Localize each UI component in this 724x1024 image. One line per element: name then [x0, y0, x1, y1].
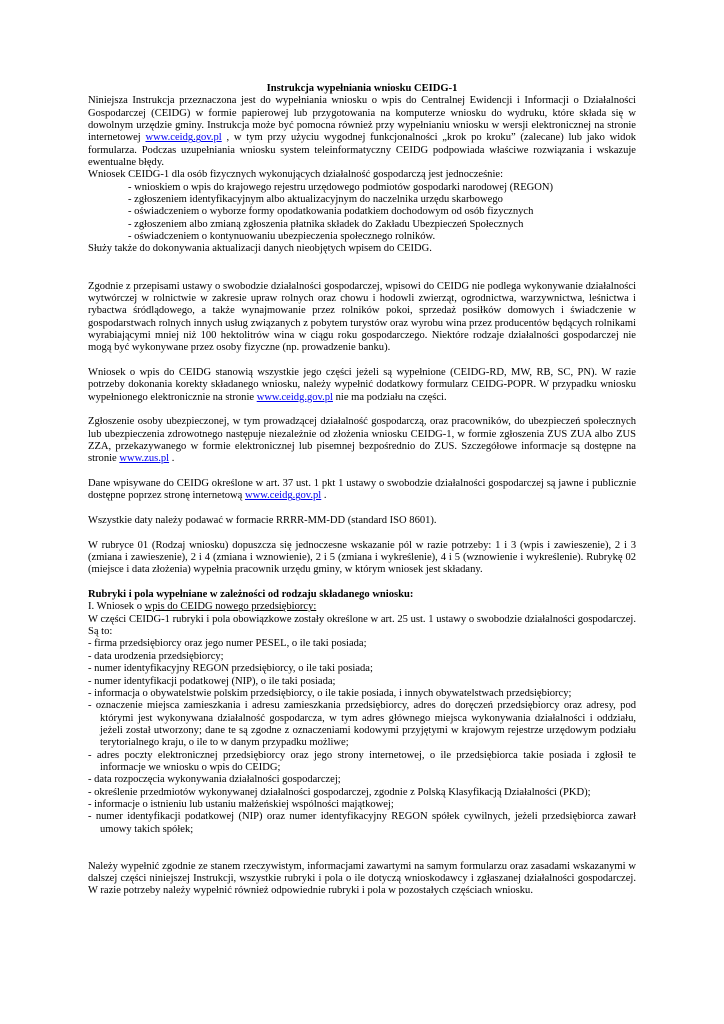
closing-paragraph: Należy wypełnić zgodnie ze stanem rzeczywistym, informacjami zawartymi na samym formularzu oraz zasadami wskazanymi w dalszej części niniejszej Instrukcji, wszystkie rubryki i pola o ile dotyczą wnioskodawcy i zgłaszanej działalności gospodarczej. W razie potrzeby należy wypełnić również odpowiednie rubryki i pola w pozostałych częściach wniosku.	[88, 860, 636, 897]
list-item: - data rozpoczęcia wykonywania działalności gospodarczej;	[88, 774, 341, 786]
zus-text-before: Zgłoszenie osoby ubezpieczonej, w tym prowadzącej działalność gospodarczą, oraz pracowników, do ubezpieczeń społecznych lub ubezpieczenia zdrowotnego następuje niezależnie od złożenia wniosku CEIDG-1, w formie zgłoszenia ZUS ZUA albo ZUS ZZA, przekazywanego w formie elektronicznej lub pisemnej bezpośrednio do ZUS. Szczegółowe informacje są dostępne na stronie	[88, 416, 636, 465]
ceidg-link[interactable]: www.ceidg.gov.pl	[244, 490, 322, 502]
filed-with-list	[88, 182, 636, 244]
also-serves-text: Służy także do dokonywania aktualizacji danych nieobjętych wpisem do CEIDG.	[88, 243, 432, 255]
intro-paragraph	[88, 95, 636, 169]
list-item: - oświadczeniem o wyborze formy opodatkowania podatkiem dochodowym od osób fizycznych	[128, 206, 534, 218]
parts-paragraph	[88, 367, 636, 404]
section-subheading-underlined: wpis do CEIDG nowego przedsiębiorcy:	[144, 601, 317, 613]
list-item: - numer identyfikacji podatkowej (NIP), o ile taki posiada;	[88, 675, 336, 687]
date-format-paragraph: Wszystkie daty należy podawać w formacie RRRR-MM-DD (standard ISO 8601).	[88, 515, 437, 527]
required-fields-list	[88, 638, 636, 836]
list-item: - firma przedsiębiorcy oraz jego numer PESEL, o ile taki posiada;	[88, 638, 367, 650]
list-item: - informacja o obywatelstwie polskim przedsiębiorcy, o ile takie posiada, i innych obywatelstwach przedsiębiorcy;	[88, 687, 572, 699]
section-heading: Rubryki i pola wypełniane w zależności od rodzaju składanego wniosku:	[88, 589, 414, 601]
list-item: - zgłoszeniem identyfikacyjnym albo aktualizacyjnym do naczelnika urzędu skarbowego	[128, 194, 503, 206]
filed-with-intro: Wniosek CEIDG-1 dla osób fizycznych wykonujących działalność gospodarczą jest jednocześnie:	[88, 169, 503, 181]
list-item: - numer identyfikacji podatkowej (NIP) oraz numer identyfikacyjny REGON spółek cywilnych, jeżeli przedsiębiorca zawarł umowy takich spółek;	[88, 811, 636, 835]
section-subheading	[88, 601, 636, 613]
intro-text-before: Niniejsza Instrukcja przeznaczona jest do wypełniania wniosku o wpis do Centralnej Ewidencji i Informacji o Działalności Gospodarczej (CEIDG) w formie papierowej lub przygotowania na komputerze wniosku do wydruku, które składa się w dowolnym urzędzie gminy. Instrukcja może być pomocna również przy wypełnianiu wniosku w wersji elektronicznej na stronie internetowej	[88, 95, 636, 144]
intro-text-after: , w tym przy użyciu wygodnej funkcjonalności „krok po kroku” (zalecane) lub jako widok formularza. Podczas uzupełniania wniosku system teleinformatyczny CEIDG podpowiada właściwe rozwiązania i wskazuje ewentualne błędy.	[88, 132, 637, 169]
list-item: - adres poczty elektronicznej przedsiębiorcy oraz jego strony internetowej, o ile przedsiębiorca takie posiada i zgłosił te informacje we wniosku o wpis do CEIDG;	[88, 749, 636, 773]
section-subheading-prefix: I. Wniosek o	[88, 601, 145, 613]
agriculture-paragraph: Zgodnie z przepisami ustawy o swobodzie działalności gospodarczej, wpisowi do CEIDG nie podlega wykonywanie działalności wytwórczej w rolnictwie w zakresie upraw rolnych oraz chowu i hodowli zwierząt, ogrodnictwa, warzywnictwa, leśnictwa i rybactwa śródlądowego, a także wynajmowanie przez rolników pokoi, sprzedaż posiłków domowych i świadczenie w gospodarstwach rolnych innych usług związanych z pobytem turystów oraz wyrobu wina przez producentów będących rolnikami wyrabiającymi mniej niż 100 hektolitrów wina w ciągu roku gospodarczego. Niektóre rodzaje działalności gospodarczej nie mogą być wykonywane przez osoby fizyczne (np. prowadzenie banku).	[88, 280, 636, 354]
section-intro: W części CEIDG-1 rubryki i pola obowiązkowe zostały określone w art. 25 ust. 1 ustawy o swobodzie działalności gospodarczej. Są to:	[88, 613, 636, 638]
list-item: - oznaczenie miejsca zamieszkania i adresu zamieszkania przedsiębiorcy, adres do doręczeń przedsiębiorcy oraz adresy, pod którymi jest wykonywana działalność gospodarcza, w tym adres głównego miejsca wykonywania działalności i oddziału, jeżeli został utworzony; dane te są zgodne z oznaczeniami kodowymi przyjętymi w krajowym rejestrze urzędowym podziału terytorialnego kraju, o ile to w danym przypadku możliwe;	[88, 700, 636, 749]
list-item: - informacje o istnieniu lub ustaniu małżeńskiej wspólności majątkowej;	[88, 798, 394, 810]
list-item: - określenie przedmiotów wykonywanej działalności gospodarczej, zgodnie z Polską Klasyfikacją Działalności (PKD);	[88, 786, 591, 798]
public-text-before: Dane wpisywane do CEIDG określone w art. 37 ust. 1 pkt 1 ustawy o swobodzie działalności gospodarczej są jawne i publicznie dostępne poprzez stronę internetową	[88, 478, 636, 502]
zus-link[interactable]: www.zus.pl	[119, 453, 170, 465]
list-item: - numer identyfikacyjny REGON przedsiębiorcy, o ile taki posiada;	[88, 663, 373, 675]
ceidg-link[interactable]: www.ceidg.gov.pl	[256, 391, 333, 403]
public-data-paragraph	[88, 478, 636, 503]
list-item: - data urodzenia przedsiębiorcy;	[88, 650, 224, 662]
public-text-after: .	[323, 490, 327, 502]
list-item: - zgłoszeniem albo zmianą zgłoszenia płatnika składek do Zakładu Ubezpieczeń Społecznych	[128, 218, 524, 230]
ceidg-link[interactable]: www.ceidg.gov.pl	[145, 132, 222, 144]
list-item: - wnioskiem o wpis do krajowego rejestru urzędowego podmiotów gospodarki narodowej (REGON)	[128, 181, 554, 193]
document-title: Instrukcja wypełniania wniosku CEIDG-1	[266, 83, 458, 94]
zus-paragraph	[88, 416, 636, 465]
list-item: - oświadczeniem o kontynuowaniu ubezpieczenia społecznego rolników.	[128, 231, 436, 243]
zus-text-after: .	[171, 453, 175, 465]
parts-text-before: Wniosek o wpis do CEIDG stanowią wszystkie jego części jeżeli są wypełnione (CEIDG-RD, MW, RB, SC, PN). W razie potrzeby dokonania korekty składanego wniosku, należy wypełnić dodatkowy formularz CEIDG-POPR. W przypadku wniosku wypełnionego elektronicznie na stronie	[88, 366, 636, 403]
rubric-paragraph: W rubryce 01 (Rodzaj wniosku) dopuszcza się jednoczesne wskazanie pól w razie potrzeby: 1 i 3 (wpis i zawieszenie), 2 i 3 (zmiana i zawieszenie), 2 i 4 (zmiana i wznowienie), 2 i 5 (zmiana i wykreślenie), 4 i 5 (wznowienie i wykreślenie). Rubrykę 02 (miejsce i data złożenia) wypełnia pracownik urzędu gminy, w którym wniosek jest składany.	[88, 539, 636, 576]
parts-text-after: nie ma podziału na części.	[335, 391, 447, 403]
